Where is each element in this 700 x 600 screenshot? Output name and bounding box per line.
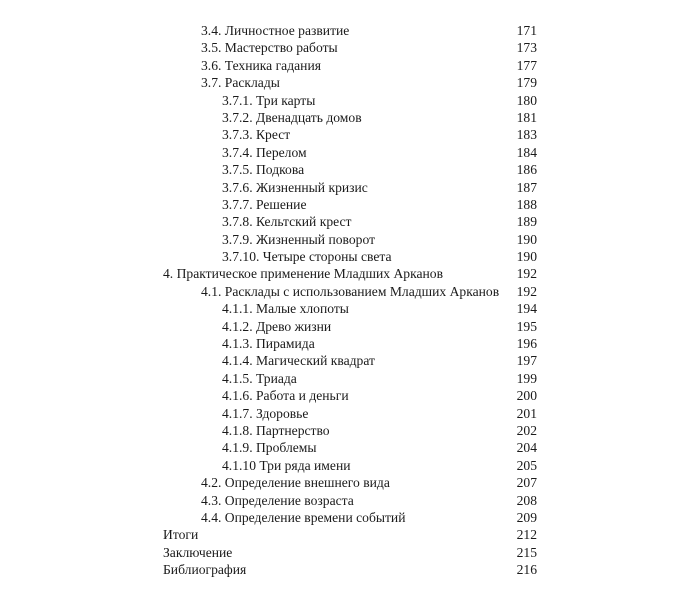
toc-entry-title: 3.7. Расклады <box>201 75 280 91</box>
toc-entry-page-number: 194 <box>516 301 537 317</box>
toc-entry-title: 4.4. Определение времени событий <box>201 509 406 525</box>
toc-entry-title: 3.7.7. Решение <box>222 196 307 212</box>
toc-entry-page-number: 183 <box>516 127 537 143</box>
toc-entry-title: 4.2. Определение внешнего вида <box>201 475 390 491</box>
toc-entry-title: 3.6. Техника гадания <box>201 57 321 73</box>
toc-entry-page-number: 207 <box>516 475 537 491</box>
toc-entry-title: Итоги <box>163 527 199 543</box>
toc-entry-page-number: 179 <box>516 75 537 91</box>
toc-entry-page-number: 204 <box>516 440 537 456</box>
toc-entry-title: 3.7.9. Жизненный поворот <box>222 231 376 247</box>
toc-entry <box>0 544 700 561</box>
toc-entry-page-number: 195 <box>516 318 537 334</box>
toc-entry <box>0 144 700 161</box>
toc-entry <box>0 57 700 74</box>
toc-entry-page-number: 192 <box>516 283 537 299</box>
toc-entry-page-number: 202 <box>516 422 537 438</box>
toc-entry-page-number: 205 <box>516 457 537 473</box>
toc-entry <box>0 352 700 369</box>
toc-entry-page-number: 190 <box>516 249 537 265</box>
toc-entry-title: 3.7.5. Подкова <box>222 162 305 178</box>
toc-entry-page-number: 189 <box>516 214 537 230</box>
toc-entry-title: 4.1.8. Партнерство <box>222 422 330 438</box>
toc-entry <box>0 492 700 509</box>
toc-entry-page-number: 192 <box>516 266 537 282</box>
toc-entry <box>0 39 700 56</box>
toc-entry-page-number: 208 <box>516 492 537 508</box>
toc-entry-title: 3.7.1. Три карты <box>222 92 316 108</box>
toc-entry-title: 4.1.5. Триада <box>222 370 297 386</box>
toc-entry <box>0 422 700 439</box>
toc-entry-page-number: 216 <box>516 562 537 578</box>
toc-entry-title: 3.7.10. Четыре стороны света <box>222 249 392 265</box>
toc-entry <box>0 161 700 178</box>
toc-entry <box>0 509 700 526</box>
toc-entry-page-number: 201 <box>516 405 537 421</box>
toc-entry-title: Заключение <box>163 544 233 560</box>
toc-entry-page-number: 200 <box>516 388 537 404</box>
toc-entry-page-number: 199 <box>516 370 537 386</box>
toc-entry-title: 4.1.4. Магический квадрат <box>222 353 375 369</box>
toc-entry-page-number: 196 <box>516 336 537 352</box>
toc-entry-page-number: 171 <box>516 23 537 38</box>
toc-entry <box>0 196 700 213</box>
toc-entry <box>0 74 700 91</box>
toc-entry <box>0 265 700 282</box>
table-of-contents <box>0 22 700 579</box>
toc-entry <box>0 370 700 387</box>
toc-entry <box>0 457 700 474</box>
toc-entry-page-number: 186 <box>516 162 537 178</box>
toc-entry <box>0 561 700 578</box>
toc-entry-page-number: 187 <box>516 179 537 195</box>
toc-entry <box>0 318 700 335</box>
toc-entry-title: 4.1.7. Здоровье <box>222 405 309 421</box>
toc-entry <box>0 300 700 317</box>
toc-entry-title: 4.1.3. Пирамида <box>222 336 315 352</box>
toc-entry-page-number: 209 <box>516 509 537 525</box>
toc-entry-title: 4.1.6. Работа и деньги <box>222 388 349 404</box>
toc-entry-title: Библиография <box>163 562 247 578</box>
toc-entry-page-number: 197 <box>516 353 537 369</box>
toc-entry-title: 3.7.2. Двенадцать домов <box>222 109 362 125</box>
toc-entry-title: 4.1.9. Проблемы <box>222 440 317 456</box>
toc-entry-title: 3.7.4. Перелом <box>222 144 307 160</box>
toc-entry-title: 4.1.2. Древо жизни <box>222 318 332 334</box>
toc-entry <box>0 335 700 352</box>
toc-entry <box>0 231 700 248</box>
toc-entry-title: 4.1.1. Малые хлопоты <box>222 301 349 317</box>
toc-entry-page-number: 180 <box>516 92 537 108</box>
toc-entry <box>0 126 700 143</box>
toc-entry-page-number: 188 <box>516 196 537 212</box>
toc-entry <box>0 109 700 126</box>
toc-entry <box>0 283 700 300</box>
toc-entry <box>0 92 700 109</box>
toc-entry-title: 3.7.3. Крест <box>222 127 291 143</box>
toc-entry-page-number: 181 <box>516 109 537 125</box>
toc-entry-page-number: 190 <box>516 231 537 247</box>
toc-entry <box>0 22 700 39</box>
toc-entry-title: 4.1. Расклады с использованием Младших Арканов <box>201 283 500 299</box>
toc-entry-page-number: 212 <box>516 527 537 543</box>
toc-entry-title: 4.1.10 Три ряда имени <box>222 457 351 473</box>
toc-entry-title: 4. Практическое применение Младших Арканов <box>163 266 443 282</box>
toc-entry-title: 4.3. Определение возраста <box>201 492 354 508</box>
toc-entry-page-number: 184 <box>516 144 537 160</box>
toc-entry <box>0 439 700 456</box>
toc-entry-title: 3.4. Личностное развитие <box>201 23 350 38</box>
toc-entry-page-number: 215 <box>516 544 537 560</box>
toc-entry <box>0 179 700 196</box>
toc-entry-page-number: 173 <box>516 40 537 56</box>
toc-entry <box>0 387 700 404</box>
toc-entry <box>0 213 700 230</box>
toc-entry <box>0 474 700 491</box>
toc-entry <box>0 405 700 422</box>
toc-entry-title: 3.7.8. Кельтский крест <box>222 214 352 230</box>
toc-entry-title: 3.5. Мастерство работы <box>201 40 338 56</box>
toc-entry <box>0 248 700 265</box>
toc-entry <box>0 526 700 543</box>
toc-entry-page-number: 177 <box>516 57 537 73</box>
toc-entry-title: 3.7.6. Жизненный кризис <box>222 179 368 195</box>
